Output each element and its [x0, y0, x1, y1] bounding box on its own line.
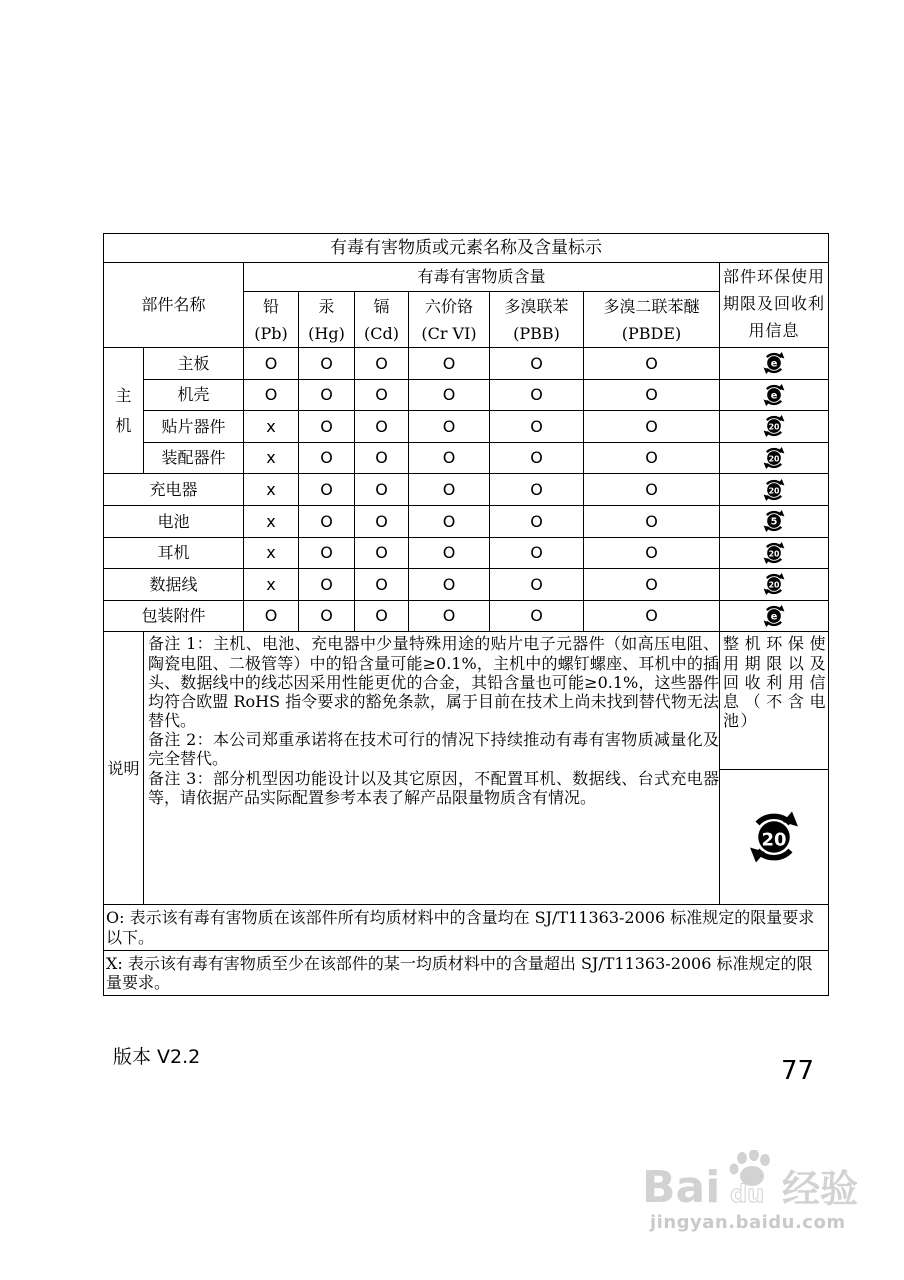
note-2: 备注 2：本公司郑重承诺将在技术可行的情况下持续推动有毒有害物质减量化及完全替代。: [148, 730, 719, 769]
substance-value: O: [490, 600, 584, 632]
efup-cell: [720, 505, 829, 537]
substance-value: O: [355, 348, 409, 380]
group-label-char: 主: [115, 385, 132, 405]
svg-text:20: 20: [761, 829, 787, 851]
substance-value: x: [244, 505, 299, 537]
page-number: 77: [781, 1056, 815, 1086]
substance-symbol: (PBB): [513, 323, 560, 343]
efup-20-icon: [761, 540, 787, 566]
substance-value: O: [299, 411, 355, 443]
substance-value: O: [584, 474, 720, 506]
substance-value: x: [244, 442, 299, 474]
substance-value: O: [409, 411, 490, 443]
substance-header: [244, 292, 299, 348]
substance-name: 汞: [318, 296, 335, 316]
efup-cell: [720, 379, 829, 411]
svg-text:20: 20: [768, 423, 780, 433]
part-name: 机壳: [144, 379, 244, 411]
substance-value: O: [584, 569, 720, 601]
efup-20-icon: [744, 807, 804, 867]
efup-cell: [720, 569, 829, 601]
legend-row-x: [104, 950, 829, 995]
baidu-logo-watermark: [642, 1150, 862, 1210]
efup-20-icon: [761, 413, 787, 439]
substance-value: O: [355, 442, 409, 474]
efup-cell: [720, 411, 829, 443]
efup-cell: [720, 600, 829, 632]
substance-value: x: [244, 474, 299, 506]
substance-value: O: [490, 348, 584, 380]
group-label-char: 机: [115, 415, 132, 435]
substance-header: [584, 292, 720, 348]
substance-symbol: (Cd): [364, 323, 399, 343]
legend-row-o: [104, 905, 829, 950]
svg-text:20: 20: [768, 581, 780, 591]
substance-header: [299, 292, 355, 348]
e-recycle-icon: [761, 603, 787, 629]
part-name: 装配器件: [144, 442, 244, 474]
substance-value: O: [244, 600, 299, 632]
substance-name: 多溴联苯: [504, 296, 569, 316]
watermark-url: jingyan.baidu.com: [650, 1212, 846, 1233]
efup-header: 部件环保使用期限及回收利用信息: [720, 263, 829, 348]
version-label: 版本 V2.2: [113, 1046, 201, 1068]
efup-cell: [720, 537, 829, 569]
substance-value: O: [584, 348, 720, 380]
substance-value: O: [584, 505, 720, 537]
table-row: [104, 379, 829, 411]
table-row: [104, 411, 829, 443]
substance-value: O: [355, 600, 409, 632]
e-recycle-icon: [761, 382, 787, 408]
substance-value: O: [490, 474, 584, 506]
substance-value: O: [490, 505, 584, 537]
substance-value: O: [409, 474, 490, 506]
substance-value: O: [244, 379, 299, 411]
part-name: 数据线: [104, 569, 244, 601]
substance-header: [409, 292, 490, 348]
notes-content: [144, 632, 720, 905]
substance-value: O: [299, 442, 355, 474]
substance-value: O: [584, 411, 720, 443]
note-3: 备注 3：部分机型因功能设计以及其它原因，不配置耳机、数据线、台式充电器等，请依据产品实际配置参考本表了解产品限量物质含有情况。: [148, 768, 719, 807]
substance-name: 铅: [262, 296, 279, 316]
svg-text:e: e: [770, 390, 778, 402]
part-name: 充电器: [104, 474, 244, 506]
table-row: [104, 442, 829, 474]
table-row: [104, 569, 829, 601]
device-efup-icon-cell: [720, 770, 829, 905]
efup-20-icon: [761, 571, 787, 597]
efup-20-icon: [761, 445, 787, 471]
substances-header: 有毒有害物质含量: [244, 263, 720, 292]
substance-value: O: [584, 379, 720, 411]
substance-value: O: [355, 474, 409, 506]
substance-value: O: [490, 442, 584, 474]
table-row: [104, 474, 829, 506]
substance-value: O: [299, 537, 355, 569]
part-name: 耳机: [104, 537, 244, 569]
substance-value: O: [299, 505, 355, 537]
part-name: 电池: [104, 505, 244, 537]
part-name: 主板: [144, 348, 244, 380]
substance-value: O: [409, 600, 490, 632]
table-row: [104, 600, 829, 632]
substance-header: [355, 292, 409, 348]
svg-text:5: 5: [770, 516, 778, 528]
substance-symbol: (Hg): [308, 323, 345, 343]
substance-value: O: [409, 569, 490, 601]
svg-text:du: du: [730, 1180, 765, 1208]
substance-symbol: (PBDE): [621, 323, 682, 343]
substance-value: O: [299, 348, 355, 380]
substance-value: O: [409, 537, 490, 569]
efup-cell: [720, 474, 829, 506]
note-1: 备注 1：主机、电池、充电器中少量特殊用途的贴片电子元器件（如高压电阻、陶瓷电阻、二极管等）中的铅含量可能≥0.1%，主机中的螺钉螺座、耳机中的插头、数据线中的线芯因采用性能更优的合金，其铅含量也可能≥0.1%，这些器件均符合欧盟 RoHS 指令要求的豁免条款，属于目前在技术上尚未找到替代物无法替代。: [148, 634, 719, 731]
substance-value: O: [299, 600, 355, 632]
svg-text:20: 20: [768, 486, 780, 496]
svg-text:e: e: [770, 358, 778, 370]
notes-row: [104, 632, 829, 770]
substance-value: O: [490, 569, 584, 601]
svg-text:经验: 经验: [782, 1167, 859, 1210]
substance-value: O: [409, 348, 490, 380]
notes-label: 说明: [104, 632, 144, 905]
part-name: 贴片器件: [144, 411, 244, 443]
substance-value: O: [409, 442, 490, 474]
substance-value: O: [355, 537, 409, 569]
efup-20-icon: [761, 477, 787, 503]
substance-symbol: (Cr VI): [421, 323, 477, 343]
svg-text:e: e: [770, 611, 778, 623]
svg-text:20: 20: [768, 549, 780, 559]
legend-o: O: 表示该有毒有害物质在该部件所有均质材料中的含量均在 SJ/T11363-2006 标准规定的限量要求以下。: [104, 905, 829, 950]
svg-text:Bai: Bai: [642, 1162, 721, 1210]
substance-name: 多溴二联苯醚: [603, 296, 700, 316]
substance-value: O: [584, 537, 720, 569]
table-row: [104, 537, 829, 569]
substance-value: O: [355, 569, 409, 601]
substance-value: O: [409, 379, 490, 411]
hazardous-substance-table: [103, 233, 829, 996]
substance-header: [490, 292, 584, 348]
substance-value: O: [584, 600, 720, 632]
substance-name: 镉: [373, 296, 390, 316]
substance-value: O: [355, 379, 409, 411]
table-row: [104, 505, 829, 537]
table-title: 有毒有害物质或元素名称及含量标示: [104, 234, 829, 263]
device-efup-note: 整机环保使用期限以及回收利用信息（不含电池）: [720, 632, 829, 770]
legend-x: X: 表示该有毒有害物质至少在该部件的某一均质材料中的含量超出 SJ/T11363-2006 标准规定的限量要求。: [104, 950, 829, 995]
part-name-header: 部件名称: [104, 263, 244, 348]
substance-value: O: [409, 505, 490, 537]
part-name: 包装附件: [104, 600, 244, 632]
group-label-cell: [104, 348, 144, 474]
efup-cell: [720, 348, 829, 380]
substance-value: O: [490, 411, 584, 443]
substance-value: x: [244, 411, 299, 443]
substance-value: x: [244, 569, 299, 601]
table-row: [104, 348, 829, 380]
substance-value: x: [244, 537, 299, 569]
substance-value: O: [490, 379, 584, 411]
substance-value: O: [244, 348, 299, 380]
substance-value: O: [490, 537, 584, 569]
substance-value: O: [299, 474, 355, 506]
svg-text:20: 20: [768, 454, 780, 464]
substance-value: O: [584, 442, 720, 474]
e-recycle-icon: [761, 350, 787, 376]
substance-symbol: (Pb): [254, 323, 288, 343]
efup-5-icon: [761, 508, 787, 534]
substance-value: O: [355, 505, 409, 537]
substance-value: O: [299, 379, 355, 411]
substance-name: 六价铬: [424, 296, 473, 316]
substance-value: O: [355, 411, 409, 443]
substance-value: O: [299, 569, 355, 601]
efup-cell: [720, 442, 829, 474]
